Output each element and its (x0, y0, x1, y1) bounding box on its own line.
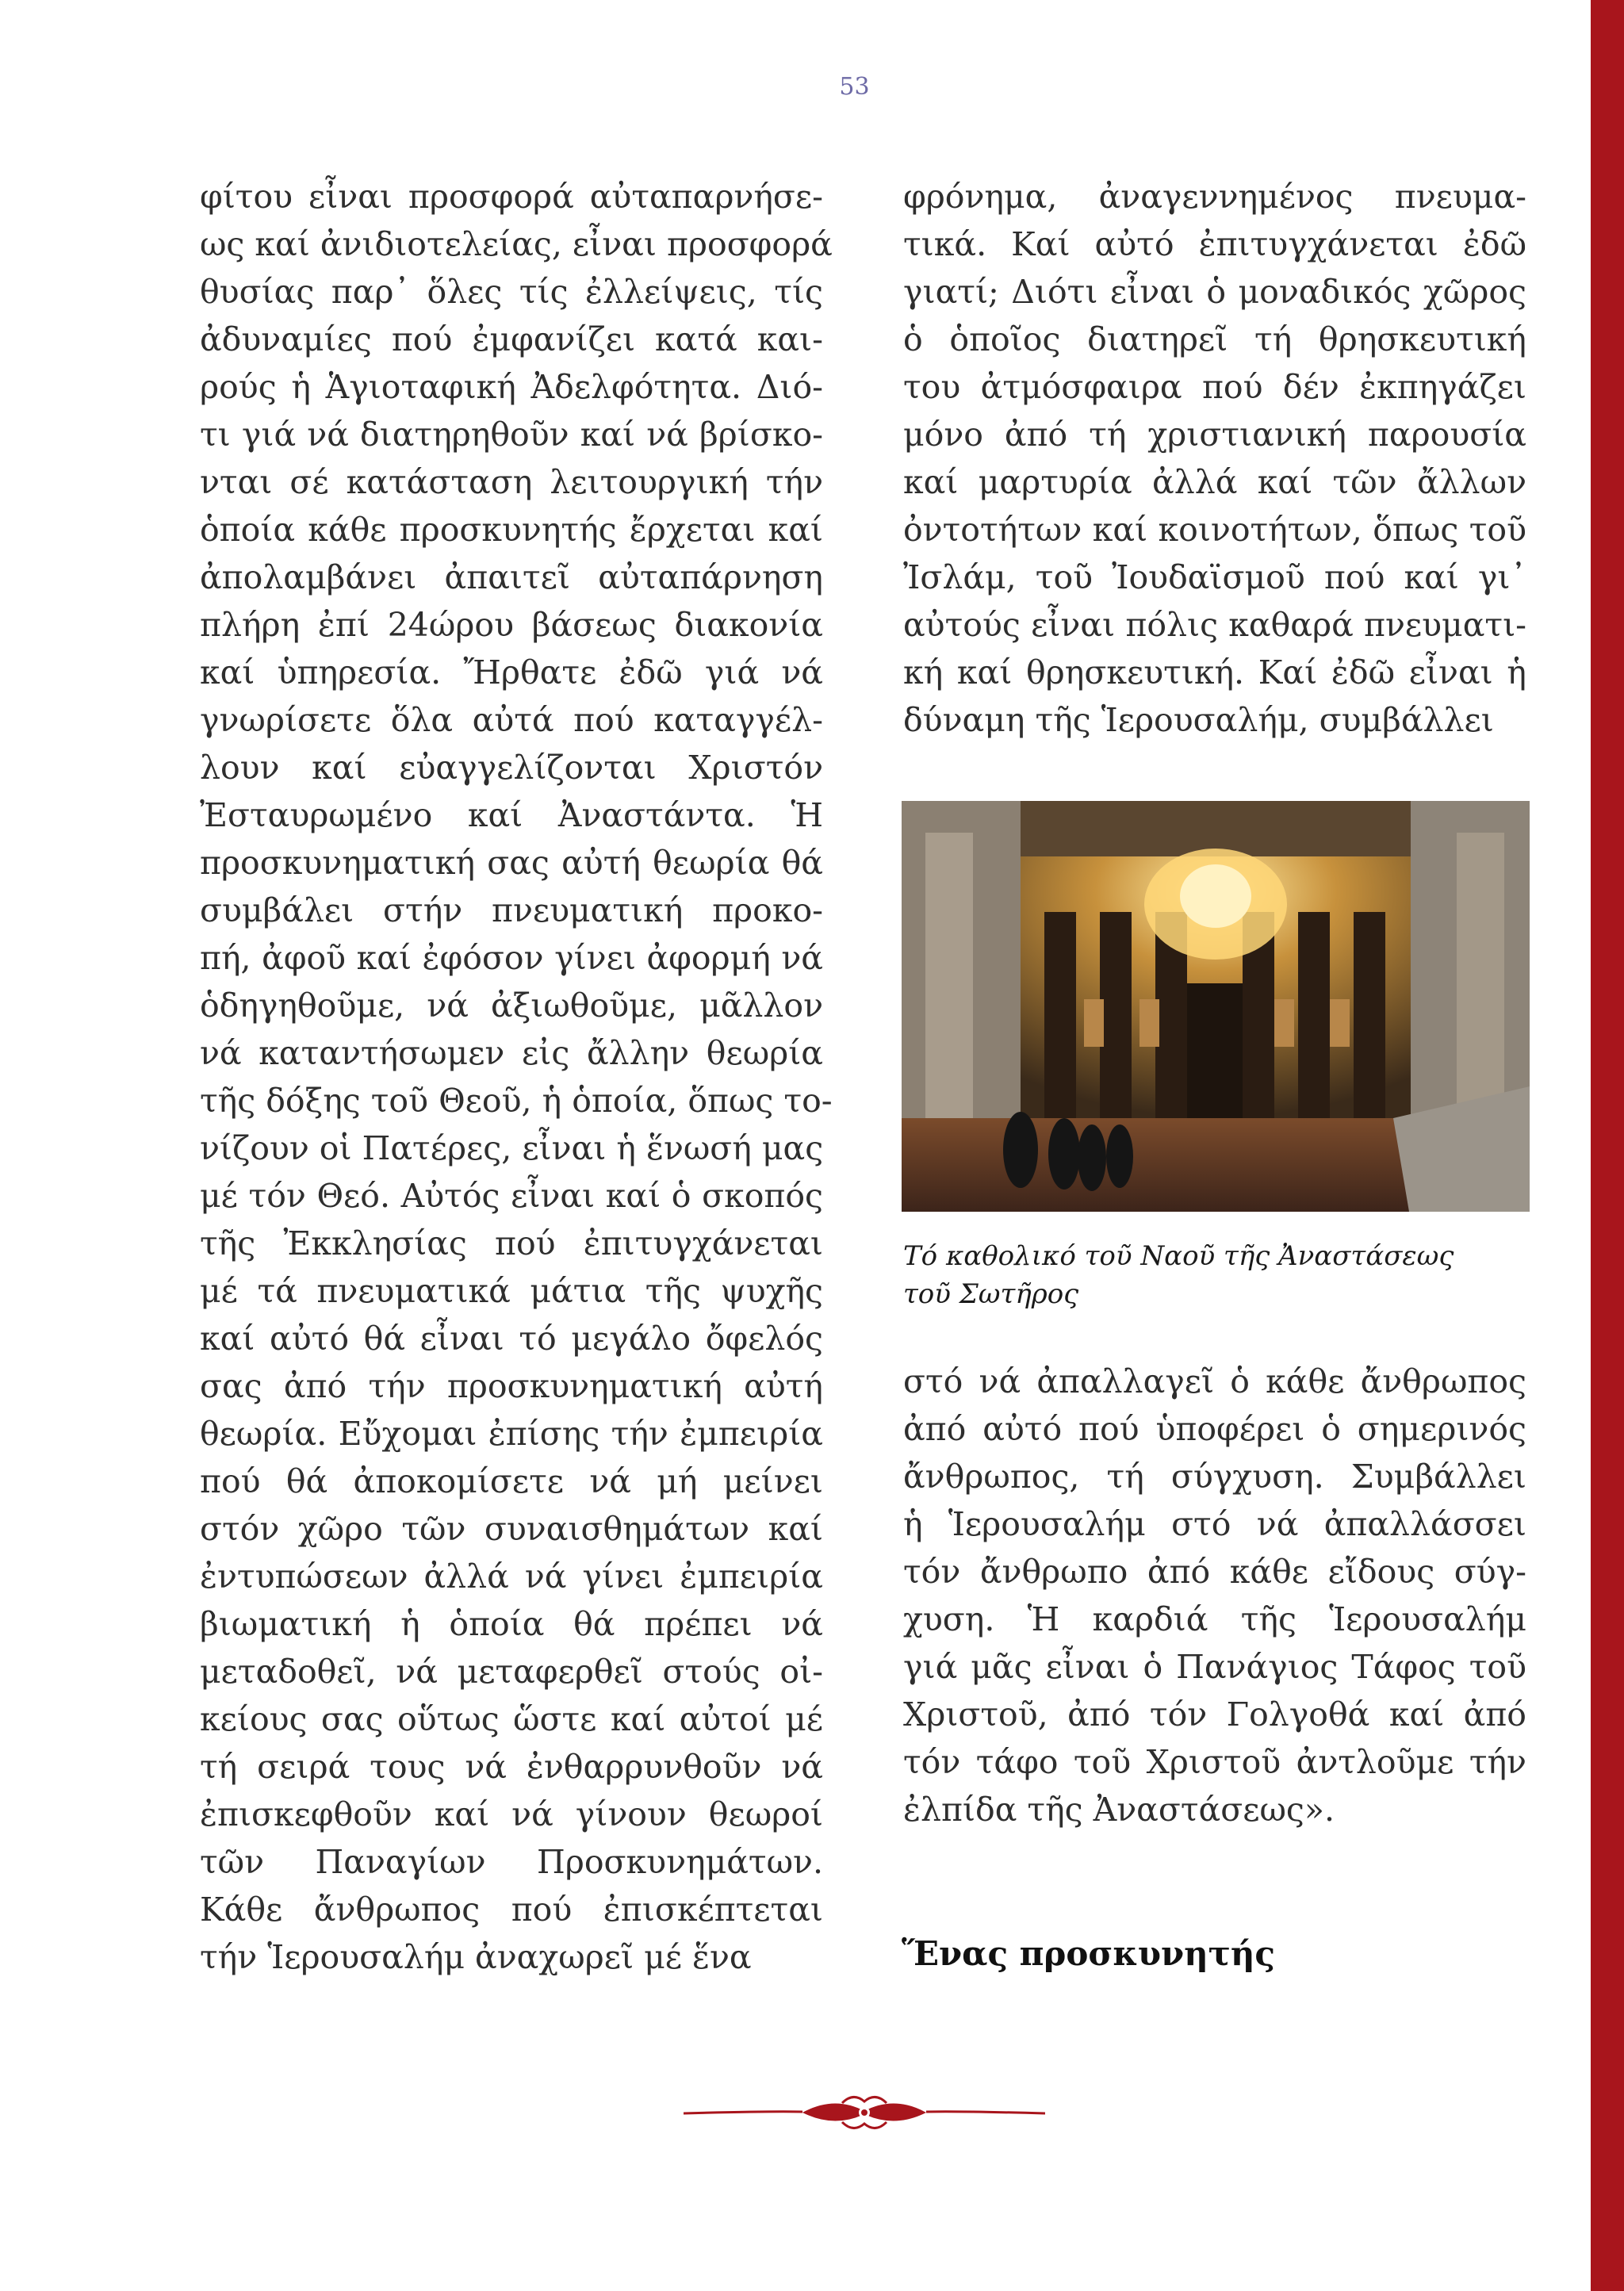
text-line: πλήρη ἐπί 24ώρου βάσεως διακονία (200, 606, 823, 644)
text-line: ἀπό αὐτό πού ὑποφέρει ὁ σημερινός (903, 1410, 1526, 1448)
text-line: γνωρίσετε ὅλα αὐτά πού καταγγέλ- (200, 701, 823, 739)
text-line: γιά μᾶς εἶναι ὁ Πανάγιος Τάφος τοῦ (903, 1648, 1526, 1686)
text-line: θυσίας παρ᾿ ὅλες τίς ἐλλείψεις, τίς (200, 273, 823, 311)
text-line: τικά. Καί αὐτό ἐπιτυγχάνεται ἐδῶ (903, 225, 1526, 263)
text-line: νίζουν οἱ Πατέρες, εἶναι ἡ ἕνωσή μας (200, 1129, 824, 1167)
text-line: κείους σας οὕτως ὥστε καί αὐτοί μέ (200, 1700, 823, 1738)
text-line: πού θά ἀποκομίσετε νά μή μείνει (200, 1462, 823, 1500)
text-line: χυση. Ἡ καρδιά τῆς Ἱερουσαλήμ (903, 1600, 1526, 1638)
text-line: αὐτούς εἶναι πόλις καθαρά πνευματι- (903, 606, 1526, 644)
text-line: τόν ἄνθρωπο ἀπό κάθε εἴδους σύγ- (903, 1553, 1526, 1591)
church-interior-photo (902, 801, 1530, 1212)
text-line: τόν τάφο τοῦ Χριστοῦ ἀντλοῦμε τήν (903, 1743, 1526, 1781)
text-line: του ἀτμόσφαιρα πού δέν ἐκπηγάζει (903, 368, 1526, 406)
text-line: τῶν Παναγίων Προσκυνημάτων. (200, 1843, 823, 1881)
text-line: Κάθε ἄνθρωπος πού ἐπισκέπτεται (200, 1891, 823, 1929)
text-line: μέ τά πνευματικά μάτια τῆς ψυχῆς (200, 1272, 823, 1310)
text-line: ὀντοτήτων καί κοινοτήτων, ὅπως τοῦ (903, 511, 1526, 549)
text-line: ὁποία κάθε προσκυνητής ἔρχεται καί (200, 511, 823, 549)
signature: Ἕνας προσκυνητής (902, 1934, 1276, 1973)
text-line: ὁ ὁποῖος διατηρεῖ τή θρησκευτική (903, 320, 1526, 358)
text-line: μεταδοθεῖ, νά μεταφερθεῖ στούς οἰ- (200, 1653, 823, 1691)
text-line: στό νά ἀπαλλαγεῖ ὁ κάθε ἄνθρωπος (903, 1362, 1526, 1400)
text-line: ἀδυναμίες πού ἐμφανίζει κατά και- (200, 320, 823, 358)
right-text-column-bottom (903, 1358, 1526, 1833)
text-line: ἐπισκεφθοῦν καί νά γίνουν θεωροί (200, 1795, 823, 1833)
text-line: κή καί θρησκευτική. Καί ἐδῶ εἶναι ἡ (903, 653, 1526, 692)
text-line: δύναμη τῆς Ἱερουσαλήμ, συμβάλλει (903, 701, 1494, 739)
text-line: γιατί; Διότι εἶναι ὁ μοναδικός χῶρος (903, 273, 1526, 311)
text-line: νται σέ κατάσταση λειτουργική τήν (200, 463, 823, 501)
text-line: τή σειρά τους νά ἐνθαρρυνθοῦν νά (200, 1748, 823, 1786)
text-line: ἡ Ἱερουσαλήμ στό νά ἀπαλλάσσει (903, 1505, 1526, 1543)
text-line: ὁδηγηθοῦμε, νά ἀξιωθοῦμε, μᾶλλον (200, 987, 823, 1025)
text-line: Ἐσταυρωμένο καί Ἀναστάντα. Ἡ (200, 796, 823, 834)
text-line: φρόνημα, ἀναγεννημένος πνευμα- (903, 178, 1526, 216)
text-line: ἐλπίδα τῆς Ἀναστάσεως». (903, 1791, 1335, 1829)
text-line: τῆς δόξης τοῦ Θεοῦ, ἡ ὁποία, ὅπως το- (200, 1082, 833, 1120)
text-line: σας ἀπό τήν προσκυνηματική αὐτή (200, 1367, 823, 1405)
text-line: τι γιά νά διατηρηθοῦν καί νά βρίσκο- (200, 416, 823, 454)
text-line: ἄνθρωπος, τή σύγχυση. Συμβάλλει (903, 1458, 1526, 1496)
text-line: βιωματική ἡ ὁποία θά πρέπει νά (200, 1605, 823, 1643)
caption-line: Τό καθολικό τοῦ Ναοῦ τῆς Ἀναστάσεως (903, 1240, 1454, 1272)
caption-line: τοῦ Σωτῆρος (903, 1278, 1079, 1310)
text-line: μέ τόν Θεό. Αὐτός εἶναι καί ὁ σκοπός (200, 1177, 823, 1215)
text-line: μόνο ἀπό τή χριστιανική παρουσία (903, 416, 1526, 454)
text-line: νά καταντήσωμεν εἰς ἄλλην θεωρία (200, 1034, 823, 1072)
left-text-column (200, 173, 833, 1981)
page-number: 53 (839, 73, 870, 101)
page-edge-bar (1591, 0, 1624, 2291)
decorative-ornament (684, 2092, 1045, 2133)
text-line: τῆς Ἐκκλησίας πού ἐπιτυγχάνεται (200, 1224, 823, 1262)
text-line: τήν Ἱερουσαλήμ ἀναχωρεῖ μέ ἕνα (200, 1938, 752, 1976)
text-line: θεωρία. Εὔχομαι ἐπίσης τήν ἐμπειρία (200, 1415, 823, 1453)
text-line: καί αὐτό θά εἶναι τό μεγάλο ὄφελός (200, 1320, 823, 1358)
photo-caption (903, 1237, 1530, 1313)
text-line: Χριστοῦ, ἀπό τόν Γολγοθά καί ἀπό (903, 1695, 1526, 1734)
right-text-column-top (903, 173, 1526, 744)
text-line: Ἰσλάμ, τοῦ Ἰουδαϊσμοῦ πού καί γι᾿ (903, 558, 1526, 596)
text-line: λουν καί εὐαγγελίζονται Χριστόν (200, 749, 823, 787)
text-line: πή, ἀφοῦ καί ἐφόσον γίνει ἀφορμή νά (200, 939, 823, 977)
text-line: ἀπολαμβάνει ἀπαιτεῖ αὐταπάρνηση (200, 558, 823, 596)
text-line: καί μαρτυρία ἀλλά καί τῶν ἄλλων (903, 463, 1526, 501)
text-line: ἐντυπώσεων ἀλλά νά γίνει ἐμπειρία (200, 1557, 823, 1596)
text-line: φίτου εἶναι προσφορά αὐταπαρνήσε- (200, 178, 823, 216)
text-line: προσκυνηματική σας αὐτή θεωρία θά (200, 844, 823, 882)
text-line: συμβάλει στήν πνευματική προκο- (200, 891, 823, 929)
text-line: καί ὑπηρεσία. Ἤρθατε ἐδῶ γιά νά (200, 653, 823, 692)
text-line: ως καί ἀνιδιοτελείας, εἶναι προσφορά (200, 225, 833, 263)
text-line: ρούς ἡ Ἁγιοταφική Ἀδελφότητα. Διό- (200, 368, 823, 406)
text-line: στόν χῶρο τῶν συναισθημάτων καί (200, 1510, 823, 1548)
